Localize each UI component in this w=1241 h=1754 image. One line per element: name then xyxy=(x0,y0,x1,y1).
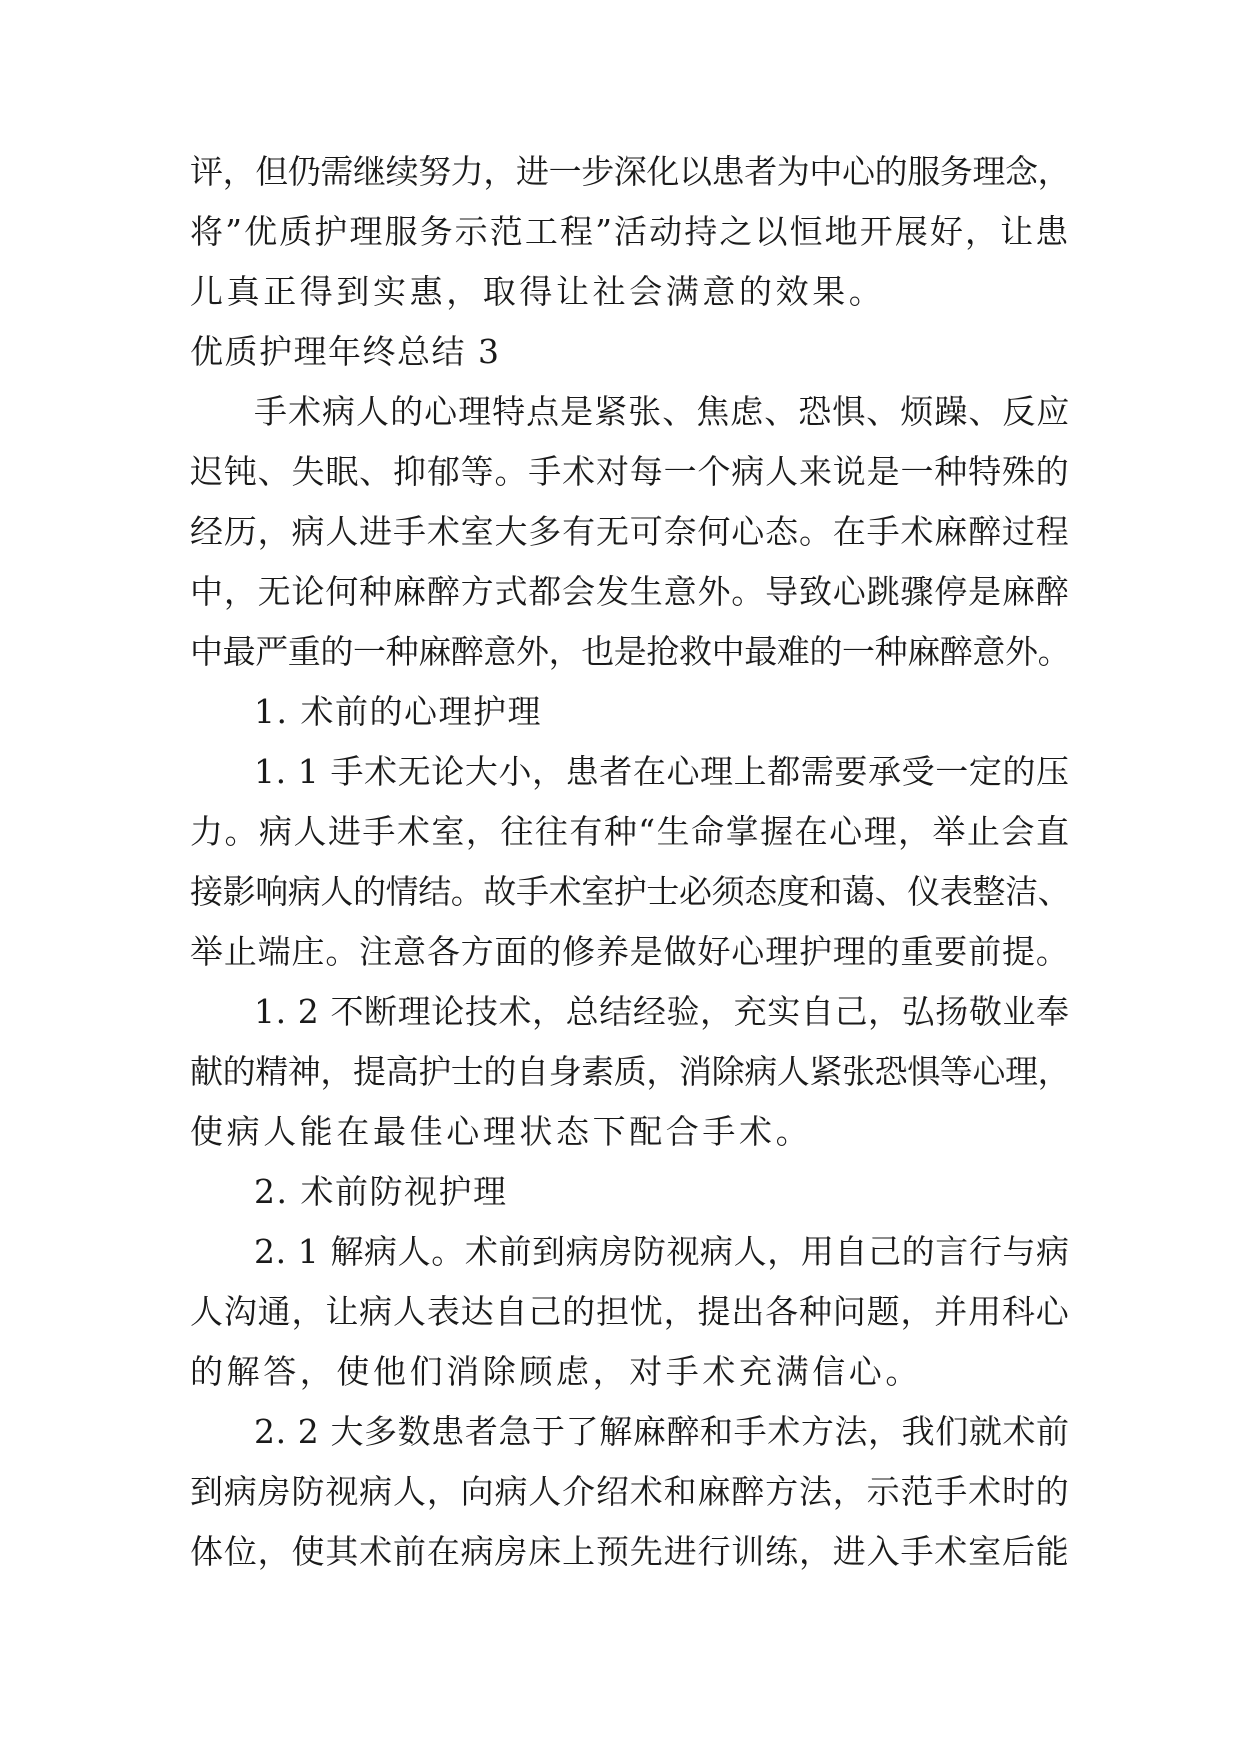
section-title: 优质护理年终总结 3 xyxy=(190,332,501,371)
text-line: 举止端庄。注意各方面的修养是做好心理护理的重要前提。 xyxy=(190,932,1070,971)
text-line: 中，无论何种麻醉方式都会发生意外。导致心跳骤停是麻醉 xyxy=(190,572,1070,611)
text-line: 手术病人的心理特点是紧张、焦虑、恐惧、烦躁、反应 xyxy=(254,392,1071,431)
text-line: 1. 2 不断理论技术，总结经验，充实自己，弘扬敬业奉 xyxy=(254,992,1070,1031)
text-line: 力。病人进手术室，往往有种“生命掌握在心理，举止会直 xyxy=(190,812,1071,851)
text-line: 经历，病人进手术室大多有无可奈何心态。在手术麻醉过程 xyxy=(190,512,1070,551)
text-line: 人沟通，让病人表达自己的担忧，提出各种问题，并用科心 xyxy=(190,1292,1070,1331)
subsection-title: 2. 术前防视护理 xyxy=(254,1172,508,1211)
text-line: 接影响病人的情结。故手术室护士必须态度和蔼、仪表整洁、 xyxy=(190,872,1071,911)
text-line: 1. 1 手术无论大小，患者在心理上都需要承受一定的压 xyxy=(254,752,1070,791)
text-line: 2. 2 大多数患者急于了解麻醉和手术方法，我们就术前 xyxy=(254,1412,1070,1451)
text-line: 的解答，使他们消除顾虑，对手术充满信心。 xyxy=(190,1352,922,1391)
subsection-title: 1. 术前的心理护理 xyxy=(254,692,542,731)
text-line: 儿真正得到实惠，取得让社会满意的效果。 xyxy=(190,272,886,311)
text-line: 迟钝、失眠、抑郁等。手术对每一个病人来说是一种特殊的 xyxy=(190,452,1070,491)
text-line: 评，但仍需继续努力，进一步深化以患者为中心的服务理念， xyxy=(190,152,1071,191)
text-line: 将”优质护理服务示范工程”活动持之以恒地开展好，让患 xyxy=(190,212,1071,251)
text-line: 体位，使其术前在病房床上预先进行训练，进入手术室后能 xyxy=(190,1532,1070,1571)
text-line: 献的精神，提高护士的自身素质，消除病人紧张恐惧等心理， xyxy=(190,1052,1071,1091)
text-line: 2. 1 解病人。术前到病房防视病人，用自己的言行与病 xyxy=(254,1232,1070,1271)
text-line: 使病人能在最佳心理状态下配合手术。 xyxy=(190,1112,813,1151)
text-line: 中最严重的一种麻醉意外，也是抢救中最难的一种麻醉意外。 xyxy=(190,632,1071,671)
text-line: 到病房防视病人，向病人介绍术和麻醉方法，示范手术时的 xyxy=(190,1472,1070,1511)
